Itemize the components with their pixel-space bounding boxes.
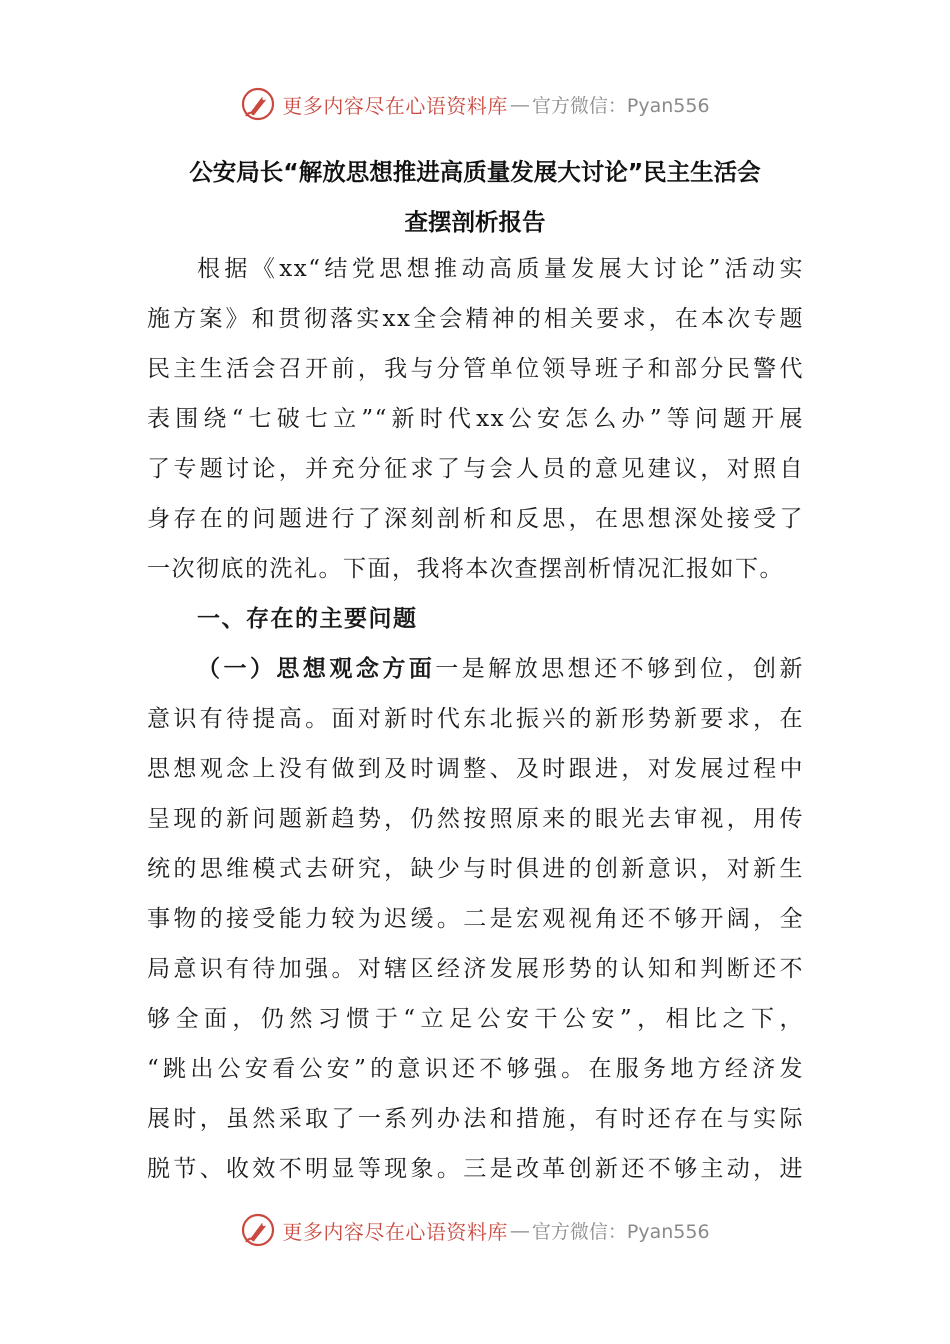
paragraph-line: 够全面，仍然习惯于“立足公安干公安”，相比之下， (147, 1006, 804, 1032)
paragraph-line: 呈现的新问题新趋势，仍然按照原来的眼光去审视，用传 (147, 806, 804, 832)
subsection-first-line (147, 644, 804, 694)
paragraph-line: 脱节、收效不明显等现象。三是改革创新还不够主动，进 (147, 1156, 804, 1182)
banner-separator: — (509, 92, 530, 116)
banner-official-text: 官方微信：Pyan556 (531, 1220, 710, 1243)
paragraph-line: 表围绕“七破七立”“新时代xx公安怎么办”等问题开展 (147, 406, 804, 432)
document-title-line-1: 公安局长“解放思想推进高质量发展大讨论”民主生活会 (189, 158, 761, 186)
footer-banner (0, 1210, 950, 1250)
paragraph-line: 身存在的问题进行了深刻剖析和反思，在思想深处接受了 (147, 506, 804, 532)
paragraph-line: 了专题讨论，并充分征求了与会人员的意见建议，对照自 (147, 456, 804, 482)
pen-nib-icon (240, 1212, 276, 1248)
section-heading: 一、存在的主要问题 (197, 606, 418, 632)
subsection-heading: （一）思想观念方面 (197, 656, 436, 682)
banner-separator: — (509, 1218, 530, 1242)
paragraph-line: 展时，虽然采取了一系列办法和措施，有时还存在与实际 (147, 1106, 804, 1132)
paragraph-line: 民主生活会召开前，我与分管单位领导班子和部分民警代 (147, 356, 804, 382)
paragraph-line: 根据《xx“结党思想推动高质量发展大讨论”活动实 (197, 256, 804, 282)
subsection-first-text: 一是解放思想还不够到位，创新 (435, 656, 805, 682)
paragraph-line: 局意识有待加强。对辖区经济发展形势的认知和判断还不 (147, 956, 804, 982)
paragraph-line: “跳出公安看公安”的意识还不够强。在服务地方经济发 (147, 1056, 804, 1082)
header-banner (0, 84, 950, 124)
paragraph-line: 一次彻底的洗礼。下面，我将本次查摆剖析情况汇报如下。 (147, 556, 784, 582)
paragraph-line: 思想观念上没有做到及时调整、及时跟进，对发展过程中 (147, 756, 804, 782)
paragraph-line: 施方案》和贯彻落实xx全会精神的相关要求，在本次专题 (147, 306, 804, 332)
paragraph-line: 意识有待提高。面对新时代东北振兴的新形势新要求，在 (147, 706, 804, 732)
paragraph-line: 统的思维模式去研究，缺少与时俱进的创新意识，对新生 (147, 856, 804, 882)
document-title-line-2: 查摆剖析报告 (404, 208, 546, 236)
banner-site-text: 更多内容尽在心语资料库 (282, 93, 508, 118)
banner-site-text: 更多内容尽在心语资料库 (282, 1219, 508, 1244)
banner-official-text: 官方微信：Pyan556 (531, 94, 710, 117)
document-body (147, 244, 804, 1194)
pen-nib-icon (240, 86, 276, 122)
paragraph-line: 事物的接受能力较为迟缓。二是宏观视角还不够开阔，全 (147, 906, 804, 932)
